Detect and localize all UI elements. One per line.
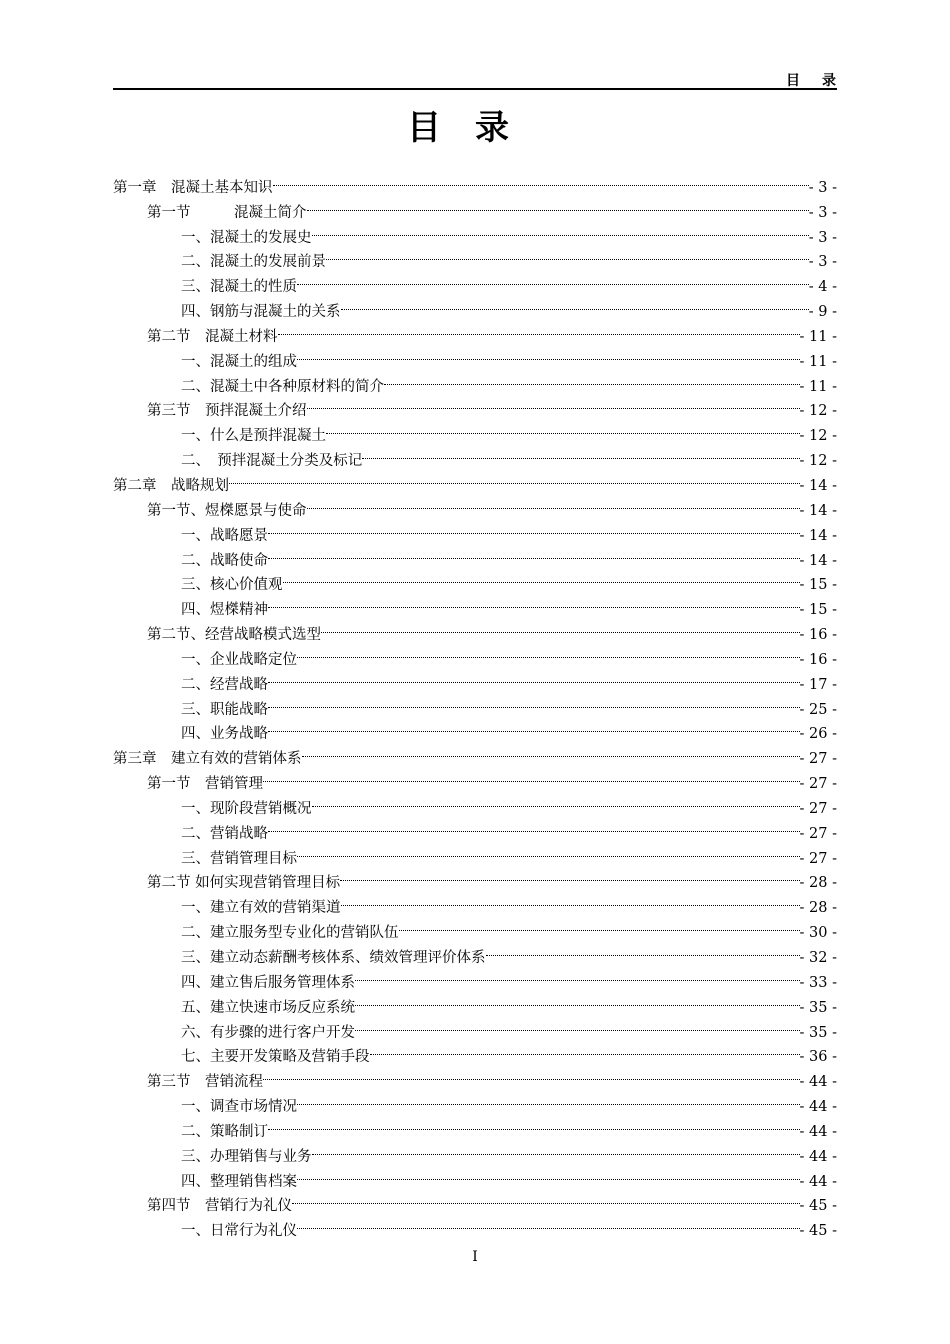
- page-number: I: [472, 1249, 478, 1265]
- toc-entry-page: - 15 -: [799, 577, 837, 594]
- toc-entry-title: 三、建立动态薪酬考核体系、绩效管理评价体系: [181, 950, 486, 966]
- toc-entry-title: 二、营销战略: [181, 825, 268, 842]
- toc-entry-page: - 12 -: [799, 453, 837, 470]
- toc-entry-page: - 28 -: [799, 875, 837, 892]
- toc-entry-title: 六、有步骤的进行客户开发: [181, 1024, 355, 1041]
- dot-leader: [312, 217, 809, 242]
- dot-leader: [292, 1186, 800, 1211]
- toc-entry-page: - 26 -: [799, 726, 837, 743]
- dot-leader: [297, 1161, 800, 1186]
- dot-leader: [268, 515, 800, 540]
- toc-entry-page: - 28 -: [799, 900, 837, 917]
- toc-entry-title: 三、混凝土的性质: [181, 279, 297, 296]
- toc-entry-title: 七、主要开发策略及营销手段: [181, 1049, 370, 1066]
- dot-leader: [229, 465, 800, 490]
- toc-entry-page: - 9 -: [808, 304, 837, 321]
- dot-leader: [297, 639, 800, 664]
- dot-leader: [384, 366, 800, 391]
- toc-entry-page: - 12 -: [799, 428, 837, 445]
- dot-leader: [268, 664, 800, 689]
- toc-entry-title: 五、建立快速市场反应系统: [181, 999, 355, 1016]
- toc-entry-title: 二、 预拌混凝土分类及标记: [181, 453, 363, 470]
- toc-entry-page: - 3 -: [808, 229, 837, 246]
- document-title: 目录: [407, 108, 543, 148]
- toc-entry-page: - 35 -: [799, 999, 837, 1016]
- dot-leader: [268, 689, 800, 714]
- dot-leader: [273, 167, 809, 192]
- toc-entry-page: - 12 -: [799, 403, 837, 420]
- dot-leader: [297, 838, 800, 863]
- toc-entry-title: 一、建立有效的营销渠道: [181, 900, 341, 917]
- toc-entry-title: 一、混凝土的发展史: [181, 229, 312, 246]
- toc-entry-title: 二、经营战略: [181, 676, 268, 693]
- toc-entry-title: 一、现阶段营销概况: [181, 800, 312, 817]
- dot-leader: [307, 490, 800, 515]
- toc-entry-title: 第三节 预拌混凝土介绍: [147, 403, 307, 420]
- toc-entry-title: 三、核心价值观: [181, 577, 283, 594]
- toc-entry-title: 第四节 营销行为礼仪: [147, 1198, 292, 1215]
- dot-leader: [268, 540, 800, 565]
- toc-entry-title: 二、战略使命: [181, 552, 268, 569]
- toc-entry-page: - 27 -: [799, 800, 837, 817]
- toc-entry-title: 第二节 如何实现营销管理目标: [147, 875, 341, 892]
- toc-entry-title: 四、整理销售档案: [181, 1173, 297, 1190]
- toc-entry-page: - 44 -: [799, 1123, 837, 1140]
- toc-entry-title: 四、钢筋与混凝土的关系: [181, 304, 341, 321]
- toc-entry-title: 一、战略愿景: [181, 527, 268, 544]
- toc-entry-page: - 27 -: [799, 850, 837, 867]
- dot-leader: [355, 1012, 800, 1037]
- toc-entry-page: - 4 -: [808, 279, 837, 296]
- toc-entry-page: - 14 -: [799, 527, 837, 544]
- toc-entry-title: 一、混凝土的组成: [181, 353, 297, 370]
- toc-entry-title: 一、调查市场情况: [181, 1099, 297, 1116]
- dot-leader: [263, 1061, 800, 1086]
- dot-leader: [268, 813, 800, 838]
- dot-leader: [312, 1136, 800, 1161]
- toc-entry-page: - 3 -: [808, 179, 837, 196]
- dot-leader: [302, 738, 800, 763]
- toc-entry-page: - 11 -: [799, 328, 837, 345]
- dot-leader: [399, 912, 800, 937]
- toc-entry-title: 一、什么是预拌混凝土: [181, 428, 326, 445]
- toc-entry[interactable]: [113, 167, 837, 196]
- toc-entry-title: 第三节 营销流程: [147, 1074, 263, 1091]
- toc-entry-page: - 35 -: [799, 1024, 837, 1041]
- dot-leader: [355, 962, 800, 987]
- dot-leader: [297, 341, 800, 366]
- dot-leader: [486, 937, 800, 962]
- toc-entry-page: - 44 -: [799, 1074, 837, 1091]
- toc-entry-title: 第二节、经营战略模式选型: [147, 627, 321, 644]
- dot-leader: [263, 763, 800, 788]
- toc-entry-title: 二、混凝土中各种原材料的简介: [181, 378, 384, 395]
- toc-entry-page: - 27 -: [799, 751, 837, 768]
- dot-leader: [341, 887, 800, 912]
- toc-entry-page: - 27 -: [799, 825, 837, 842]
- toc-entry-page: - 44 -: [799, 1099, 837, 1116]
- dot-leader: [355, 987, 800, 1012]
- toc-entry-title: 第一章 混凝土基本知识: [113, 179, 273, 196]
- toc-entry-title: 二、混凝土的发展前景: [181, 254, 326, 271]
- toc-entry-title: 第一节、煜榤愿景与使命: [147, 502, 307, 519]
- toc-entry-page: - 11 -: [799, 353, 837, 370]
- toc-entry-page: - 17 -: [799, 676, 837, 693]
- toc-entry-title: 二、建立服务型专业化的营销队伍: [181, 925, 399, 942]
- dot-leader: [297, 1086, 800, 1111]
- toc-entry-title: 三、办理销售与业务: [181, 1148, 312, 1165]
- toc-entry-title: 第一节 营销管理: [147, 776, 263, 793]
- dot-leader: [341, 291, 809, 316]
- toc-entry-page: - 16 -: [799, 651, 837, 668]
- toc-entry-page: - 16 -: [799, 627, 837, 644]
- toc-entry-page: - 15 -: [799, 602, 837, 619]
- dot-leader: [307, 192, 809, 217]
- toc-entry-title: 四、煜榤精神: [181, 602, 268, 619]
- dot-leader: [278, 316, 800, 341]
- dot-leader: [268, 589, 800, 614]
- toc-entry-title: 二、策略制订: [181, 1123, 268, 1140]
- toc-entry-page: - 45 -: [799, 1198, 837, 1215]
- toc-entry-title: 第一节 混凝土简介: [147, 204, 307, 221]
- toc-entry-title: 第二节 混凝土材料: [147, 328, 278, 345]
- toc-entry-title: 三、职能战略: [181, 701, 268, 718]
- toc-entry-page: - 14 -: [799, 477, 837, 494]
- toc-entry-page: - 32 -: [799, 950, 837, 966]
- dot-leader: [307, 391, 800, 416]
- toc-entry-page: - 14 -: [799, 502, 837, 519]
- dot-leader: [283, 565, 800, 590]
- toc-entry-page: - 45 -: [799, 1223, 837, 1240]
- toc-entry-page: - 25 -: [799, 701, 837, 718]
- dot-leader: [268, 1111, 800, 1136]
- toc-entry-page: - 3 -: [808, 204, 837, 221]
- dot-leader: [268, 714, 800, 739]
- dot-leader: [321, 614, 800, 639]
- toc-entry-title: 第三章 建立有效的营销体系: [113, 751, 302, 768]
- toc-entry-page: - 11 -: [799, 378, 837, 395]
- dot-leader: [326, 242, 809, 267]
- toc-entry-page: - 36 -: [799, 1049, 837, 1066]
- toc-entry-page: - 33 -: [799, 974, 837, 991]
- dot-leader: [362, 440, 799, 465]
- dot-leader: [370, 1037, 800, 1062]
- toc-entry-title: 四、业务战略: [181, 726, 268, 743]
- header-label: 目录: [786, 73, 858, 89]
- dot-leader: [312, 788, 800, 813]
- dot-leader: [326, 415, 800, 440]
- toc-entry-page: - 27 -: [799, 776, 837, 793]
- toc-entry-page: - 44 -: [799, 1148, 837, 1165]
- table-of-contents: [113, 167, 837, 1240]
- toc-entry-page: - 14 -: [799, 552, 837, 569]
- toc-entry-title: 一、日常行为礼仪: [181, 1223, 297, 1240]
- dot-leader: [297, 266, 809, 291]
- dot-leader: [340, 863, 799, 888]
- toc-entry-page: - 44 -: [799, 1173, 837, 1190]
- header-rule: [113, 88, 837, 90]
- toc-entry-title: 三、营销管理目标: [181, 850, 297, 867]
- toc-entry-page: - 3 -: [808, 254, 837, 271]
- toc-entry-title: 第二章 战略规划: [113, 477, 229, 494]
- dot-leader: [297, 1210, 800, 1235]
- toc-entry-title: 一、企业战略定位: [181, 651, 297, 668]
- toc-entry-title: 四、建立售后服务管理体系: [181, 974, 355, 991]
- toc-entry-page: - 30 -: [799, 925, 837, 942]
